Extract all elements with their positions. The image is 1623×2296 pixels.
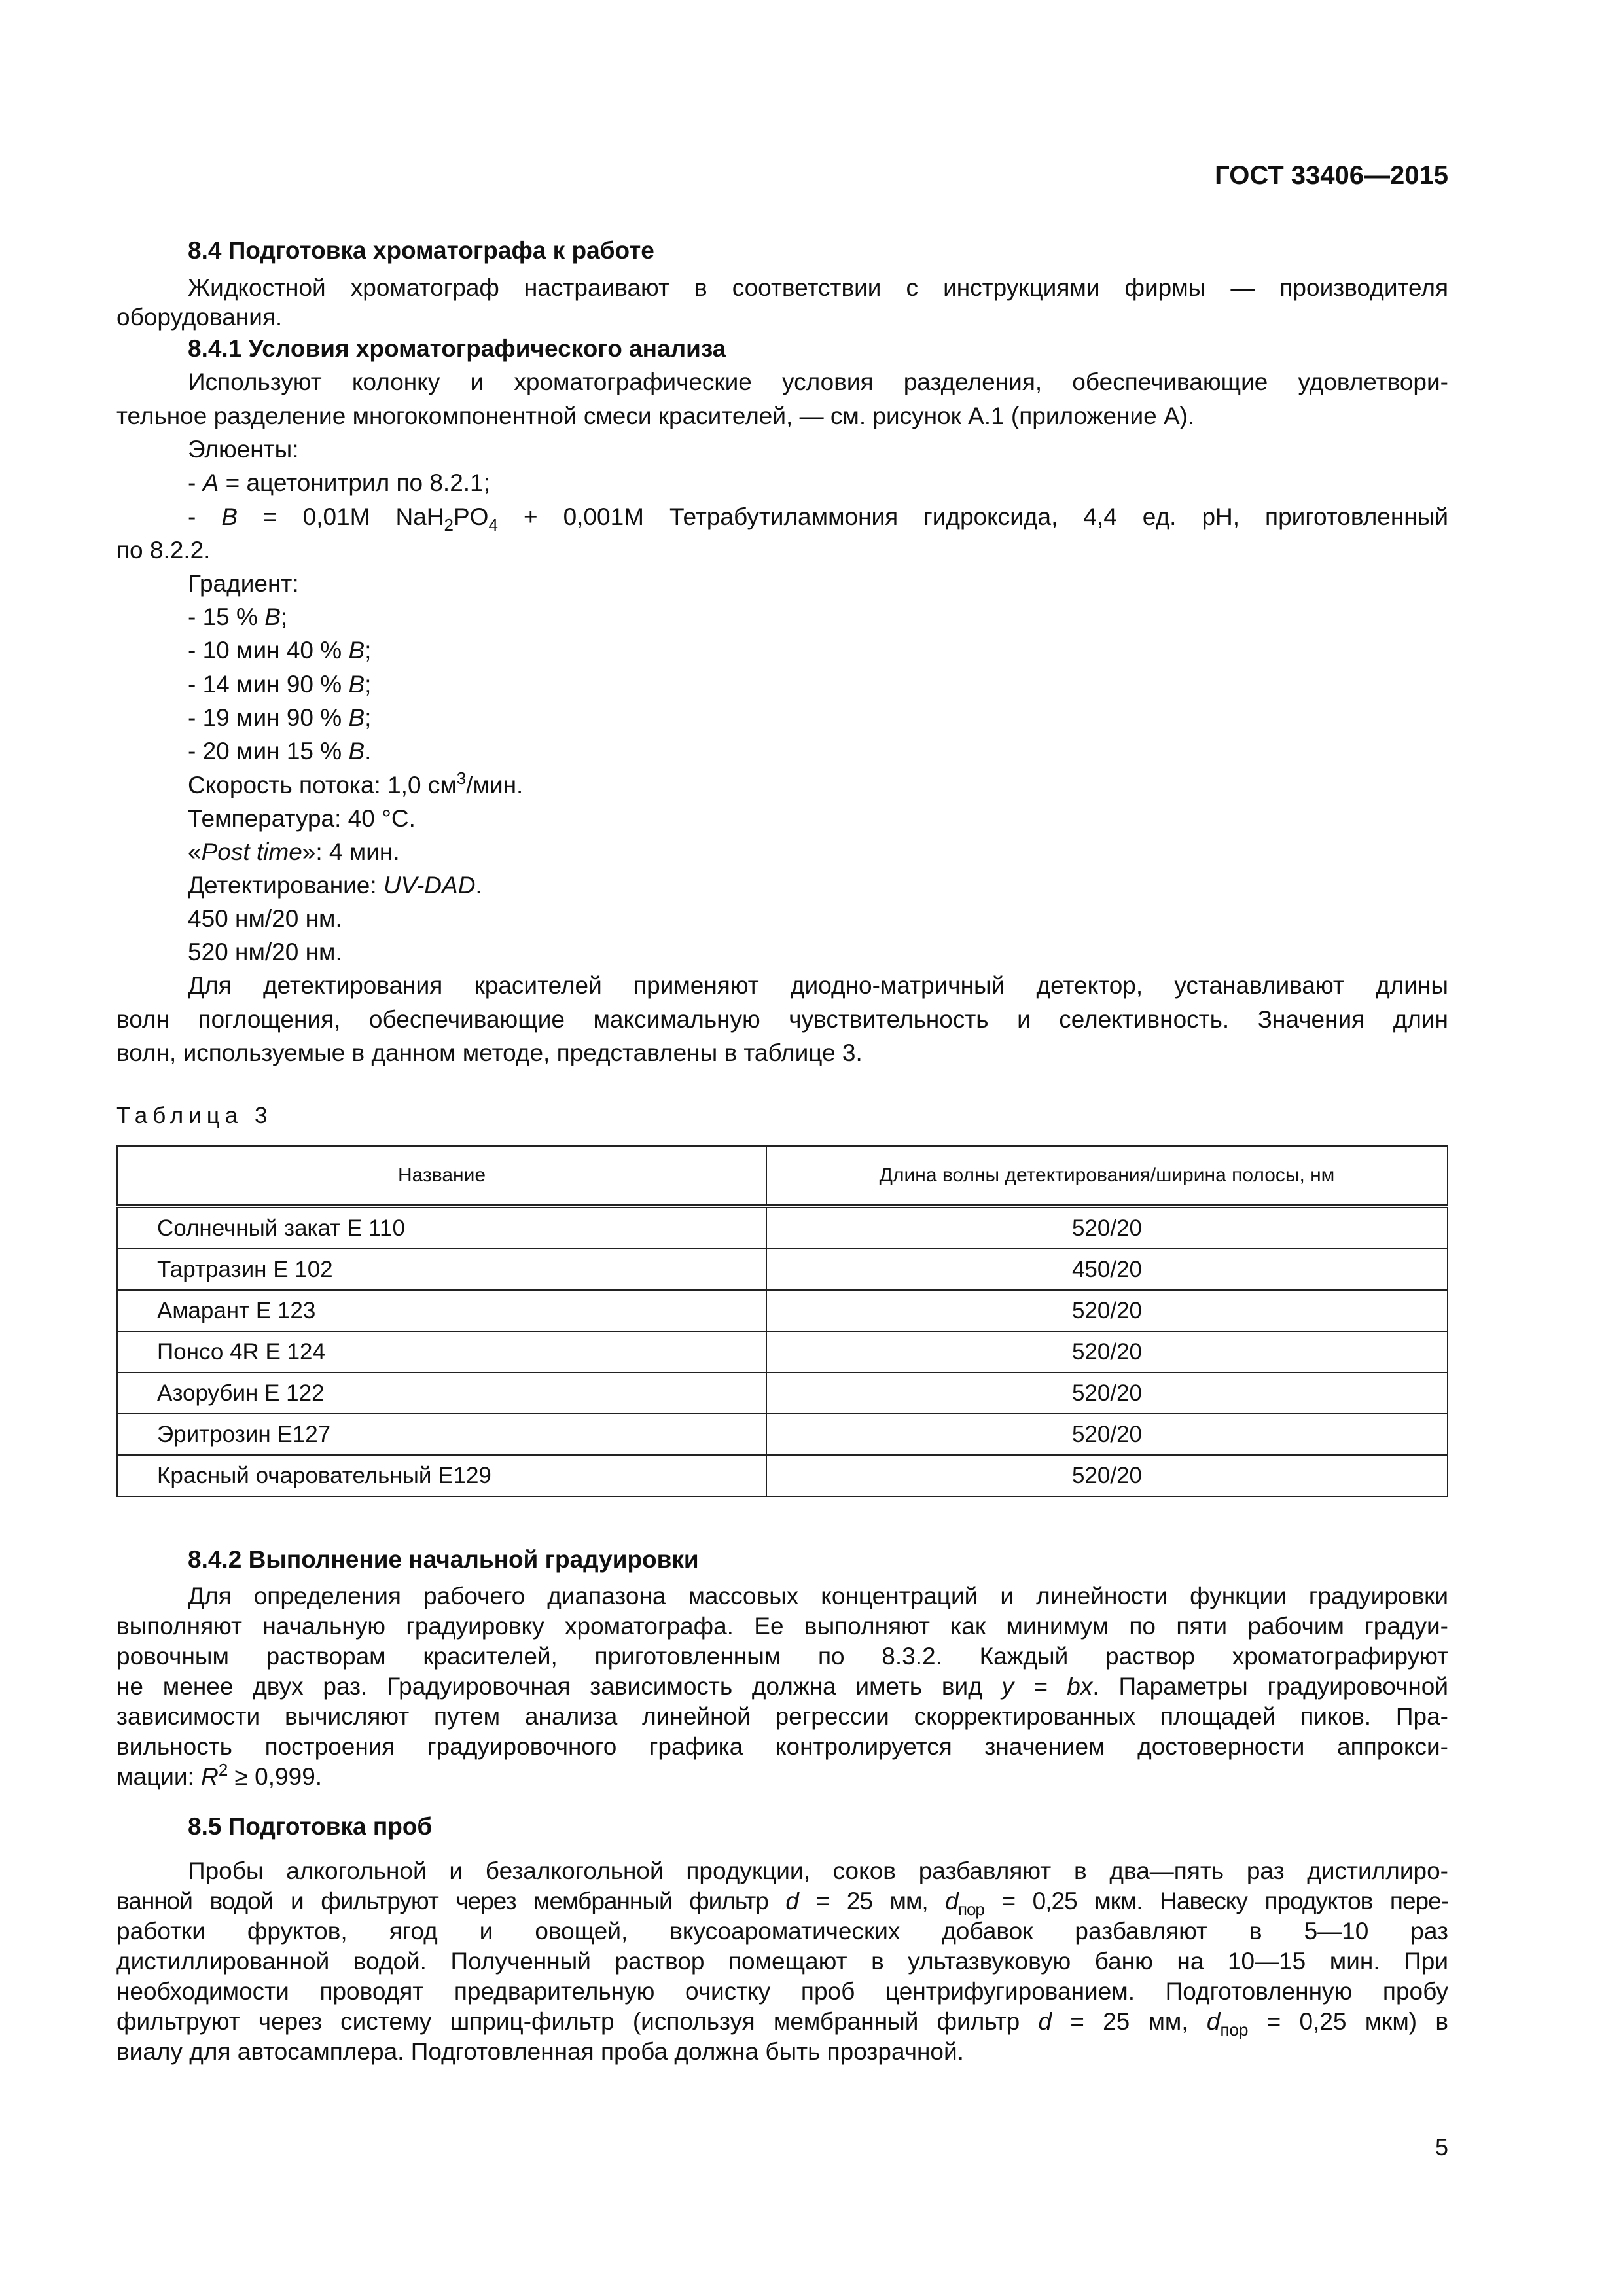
paragraph-line: дистиллированной водой. Полученный раствор помещают в ультазвуковую баню на 10—15 мин. При (116, 1948, 1448, 1975)
table-row (117, 1206, 1448, 1249)
paragraph-line: зависимости вычисляют путем анализа линейной регрессии скорректированных площадей пиков. Пра- (116, 1703, 1448, 1730)
post-time: «Post time»: 4 мин. (188, 838, 400, 865)
table-3 (116, 1145, 1448, 1497)
cell-value: 520/20 (766, 1206, 1448, 1249)
gradient-item: - 19 мин 90 % B; (188, 704, 372, 731)
table-row (117, 1331, 1448, 1372)
wavelength-1: 450 нм/20 нм. (188, 905, 342, 932)
paragraph-line: необходимости проводят предварительную очистку проб центрифугированием. Подготовленную пробу (116, 1978, 1448, 2005)
flow-rate: Скорость потока: 1,0 $см^3$/мин. (188, 768, 524, 798)
paragraph-line: волн, используемые в данном методе, представлены в таблице 3. (116, 1039, 863, 1066)
cell-value: 520/20 (766, 1290, 1448, 1331)
table-caption: Таблица 3 (116, 1103, 273, 1128)
table-row (117, 1455, 1448, 1496)
paragraph-line: вильность построения градуировочного графика контролируется значением достоверности аппрокси- (116, 1733, 1448, 1760)
cell-value: 450/20 (766, 1249, 1448, 1290)
cell-name: Эритрозин Е127 (117, 1414, 766, 1455)
paragraph-line: Для детектирования красителей применяют диодно-матричный детектор, устанавливают длины (188, 972, 1448, 999)
table-header-row (117, 1146, 1448, 1206)
paragraph-line: мации: $R^2 \ge 0,999$. (116, 1760, 323, 1790)
paragraph-line: фильтруют через систему шприц-фильтр (используя мембранный фильтр d = 25 мм, $d_{пор} = 0,25$ мкм) в (116, 2008, 1448, 2039)
paragraph-line: тельное разделение многокомпонентной смеси красителей, — см. рисунок А.1 (приложение А). (116, 403, 1195, 429)
cell-name: Красный очаровательный Е129 (117, 1455, 766, 1496)
paragraph-line: виалу для автосамплера. Подготовленная проба должна быть прозрачной. (116, 2038, 964, 2065)
gradient-item: - 15 % B; (188, 603, 288, 630)
paragraph-line: оборудования. (116, 304, 283, 331)
gradient-item: - 14 мин 90 % B; (188, 671, 372, 698)
gradient-label: Градиент: (188, 570, 299, 597)
cell-name: Солнечный закат Е 110 (117, 1206, 766, 1249)
column-header-name: Название (117, 1146, 766, 1206)
section-8-4-title: 8.4 Подготовка хроматографа к работе (188, 237, 654, 264)
table-row (117, 1414, 1448, 1455)
cell-name: Азорубин Е 122 (117, 1372, 766, 1414)
wavelength-2: 520 нм/20 нм. (188, 939, 342, 965)
paragraph-line: Используют колонку и хроматографические условия разделения, обеспечивающие удовлетвори- (188, 368, 1448, 395)
section-8-4-1-title: 8.4.1 Условия хроматографического анализа (188, 335, 726, 362)
document-number: ГОСТ 33406—2015 (1215, 161, 1448, 190)
paragraph-line: ванной водой и фильтруют через мембранный фильтр d = 25 мм, $d_{пор} = 0,25$ мкм. Навеску продуктов пере- (116, 1888, 1448, 1919)
paragraph-line: волн поглощения, обеспечивающие максимальную чувствительность и селективность. Значения длин (116, 1006, 1448, 1033)
paragraph-line: работки фруктов, ягод и овощей, вкусоароматических добавок разбавляют в 5—10 раз (116, 1918, 1448, 1945)
paragraph-line: ровочным растворам красителей, приготовленным по 8.3.2. Каждый раствор хроматографируют (116, 1643, 1448, 1670)
gradient-item: - 20 мин 15 % B. (188, 738, 372, 764)
page-number: 5 (1435, 2134, 1448, 2161)
paragraph-line: выполняют начальную градуировку хроматографа. Ее выполняют как минимум по пяти рабочим градуи- (116, 1613, 1448, 1640)
gradient-item: - 10 мин 40 % B; (188, 637, 372, 664)
eluent-b: - B = 0,01M $NaH_2PO_4 + 0,001M$ Тетрабутиламмония гидроксида, 4,4 ед. pH, приготовленный (188, 503, 1448, 535)
cell-name: Понсо 4R Е 124 (117, 1331, 766, 1372)
detection: Детектирование: UV-DAD. (188, 872, 482, 899)
cell-name: Амарант Е 123 (117, 1290, 766, 1331)
paragraph-line: Для определения рабочего диапазона массовых концентраций и линейности функции градуировки (188, 1583, 1448, 1609)
table-row (117, 1372, 1448, 1414)
cell-value: 520/20 (766, 1414, 1448, 1455)
temperature: Температура: 40 °С. (188, 805, 416, 832)
table-row (117, 1249, 1448, 1290)
column-header-wavelength: Длина волны детектирования/ширина полосы, нм (766, 1146, 1448, 1206)
paragraph-line: Жидкостной хроматограф настраивают в соответствии с инструкциями фирмы — производителя (188, 274, 1448, 301)
table-row (117, 1290, 1448, 1331)
paragraph-line: Пробы алкогольной и безалкогольной продукции, соков разбавляют в два—пять раз дистиллиро- (188, 1857, 1448, 1884)
cell-value: 520/20 (766, 1455, 1448, 1496)
eluent-b-cont: по 8.2.2. (116, 537, 211, 564)
paragraph-line: не менее двух раз. Градуировочная зависимость должна иметь вид y = bx. Параметры градуировочной (116, 1673, 1448, 1700)
cell-value: 520/20 (766, 1331, 1448, 1372)
section-8-4-2-title: 8.4.2 Выполнение начальной градуировки (188, 1546, 699, 1573)
section-8-5-title: 8.5 Подготовка проб (188, 1813, 433, 1840)
cell-value: 520/20 (766, 1372, 1448, 1414)
cell-name: Тартразин Е 102 (117, 1249, 766, 1290)
eluent-a: - A = ацетонитрил по 8.2.1; (188, 469, 490, 496)
eluents-label: Элюенты: (188, 436, 299, 463)
